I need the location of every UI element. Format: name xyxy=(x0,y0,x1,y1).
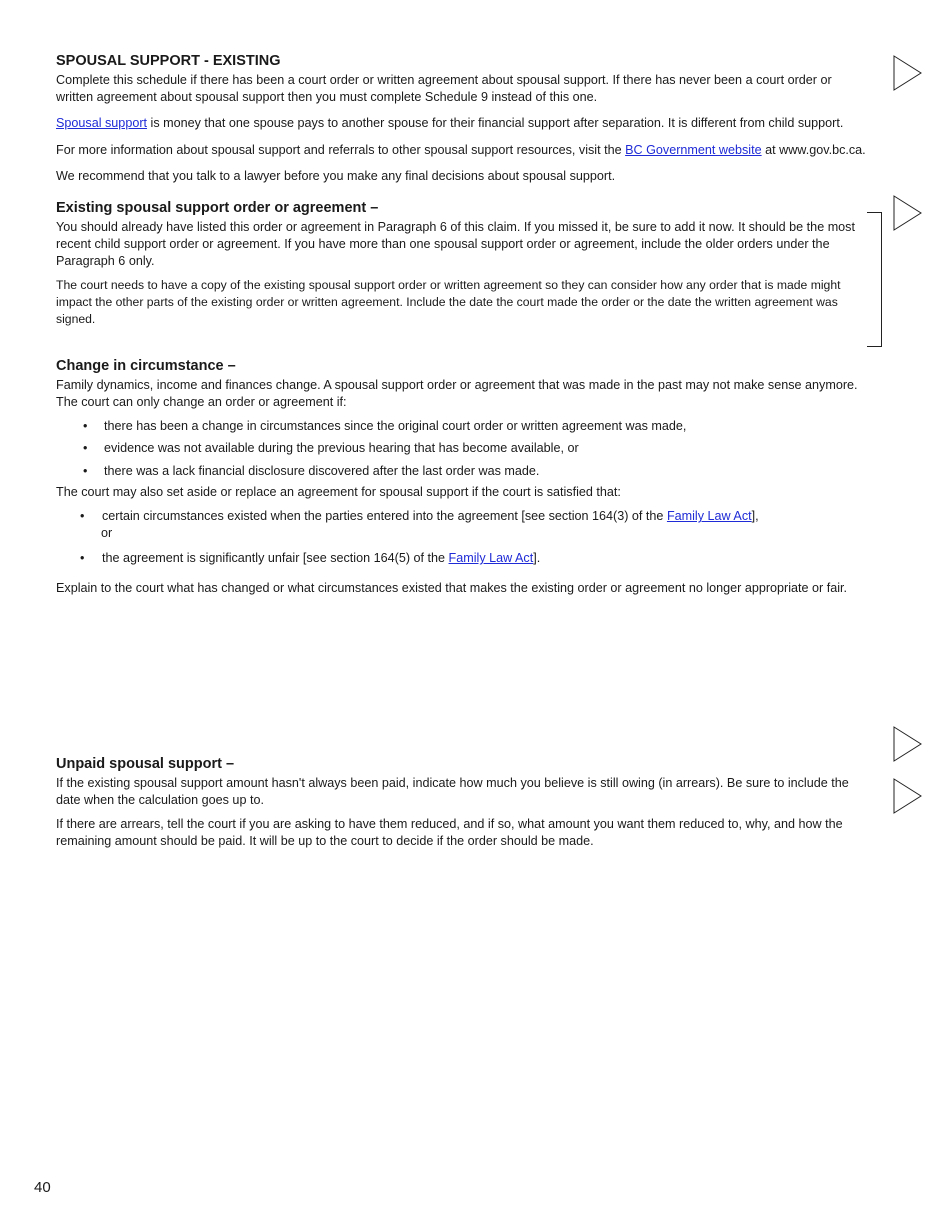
explain-text: Explain to the court what has changed or what circumstances existed that makes the existing order or agreement no longer appropriate or fair. xyxy=(56,581,848,596)
unpaid-paragraph-1: If the existing spousal support amount hasn't always been paid, indicate how much you believe is still owing (in arrears). Be sure to include the date when the calculation goes up to. xyxy=(56,775,849,807)
list-item: • certain circumstances existed when the parties entered into the agreement [see section 164(3) of the Family Law Act], or xyxy=(80,509,759,541)
recommend-text: We recommend that you talk to a lawyer before you make any final decisions about spousal support. xyxy=(56,168,616,183)
unpaid-paragraph-2: If there are arrears, tell the court if you are asking to have them reduced, and if so, what amount you want them reduced to, why, and how the remaining amount should be paid. It will be up to the court to decide if the order should be made. xyxy=(56,816,843,849)
intro-text: Complete this schedule if there has been a court order or written agreement about spousal support. If there has never been a court order or written agreement about spousal support then you must complete Schedule 9 instead of this one. xyxy=(56,73,832,105)
existing-paragraph-1: You should already have listed this order or agreement in Paragraph 6 of this claim. If you missed it, be sure to add it now. It should be the most recent child support order or agreement. If you have more than one spousal support order or agreement, include the older orders under the Paragraph 6 only. xyxy=(56,220,855,269)
spousal-support-link[interactable]: Spousal support xyxy=(56,116,148,131)
triangle-marker-icon xyxy=(893,726,923,762)
definition-text: Spousal support is money that one spouse pays to another spouse for their financial support after separation. It is different from child support. xyxy=(56,116,844,131)
triangle-marker-icon xyxy=(893,55,923,91)
bullet-glyph: • xyxy=(83,441,88,456)
page-content xyxy=(56,52,866,850)
unpaid-heading: Unpaid spousal support – xyxy=(56,755,235,772)
change-heading: Change in circumstance – xyxy=(56,358,236,375)
change-conditions-list xyxy=(56,418,866,480)
family-law-act-link[interactable]: Family Law Act xyxy=(448,551,534,566)
bc-government-website-link[interactable]: BC Government website xyxy=(625,142,762,157)
bullet-glyph: • xyxy=(80,509,85,524)
list-item: • there has been a change in circumstances since the original court order or written agreement was made, xyxy=(83,418,687,433)
triangle-marker-icon xyxy=(893,778,923,814)
bullet-glyph: • xyxy=(83,418,88,433)
more-info-text: For more information about spousal support and referrals to other spousal support resources, visit the BC Government website at www.gov.bc.ca. xyxy=(56,142,866,157)
list-item: • the agreement is significantly unfair [see section 164(5) of the Family Law Act]. xyxy=(80,551,541,566)
family-law-act-link[interactable]: Family Law Act xyxy=(666,509,752,524)
set-aside-list xyxy=(56,508,866,567)
page-number: 40 xyxy=(34,1179,51,1196)
existing-heading: Existing spousal support order or agreement – xyxy=(56,200,379,217)
page-title: SPOUSAL SUPPORT - EXISTING xyxy=(56,53,281,69)
bullet-glyph: • xyxy=(83,463,88,478)
change-paragraph-2: The court may also set aside or replace an agreement for spousal support if the court is satisfied that: xyxy=(56,485,621,500)
existing-paragraph-2: The court needs to have a copy of the existing spousal support order or written agreement so they can consider how any order that is made might impact the other parts of the existing order or written agreement. Include the date the court made the order or the date the written agreement was signed. xyxy=(56,277,841,327)
list-item: • evidence was not available during the previous hearing that has become available, or xyxy=(83,441,579,456)
list-item: • there was a lack financial disclosure discovered after the last order was made. xyxy=(83,463,540,478)
triangle-marker-icon xyxy=(893,195,923,231)
change-paragraph-1: Family dynamics, income and finances change. A spousal support order or agreement that was made in the past may not make sense anymore. The court can only change an order or agreement if: xyxy=(56,378,858,410)
bullet-glyph: • xyxy=(80,551,85,566)
bracket-line xyxy=(867,212,882,347)
